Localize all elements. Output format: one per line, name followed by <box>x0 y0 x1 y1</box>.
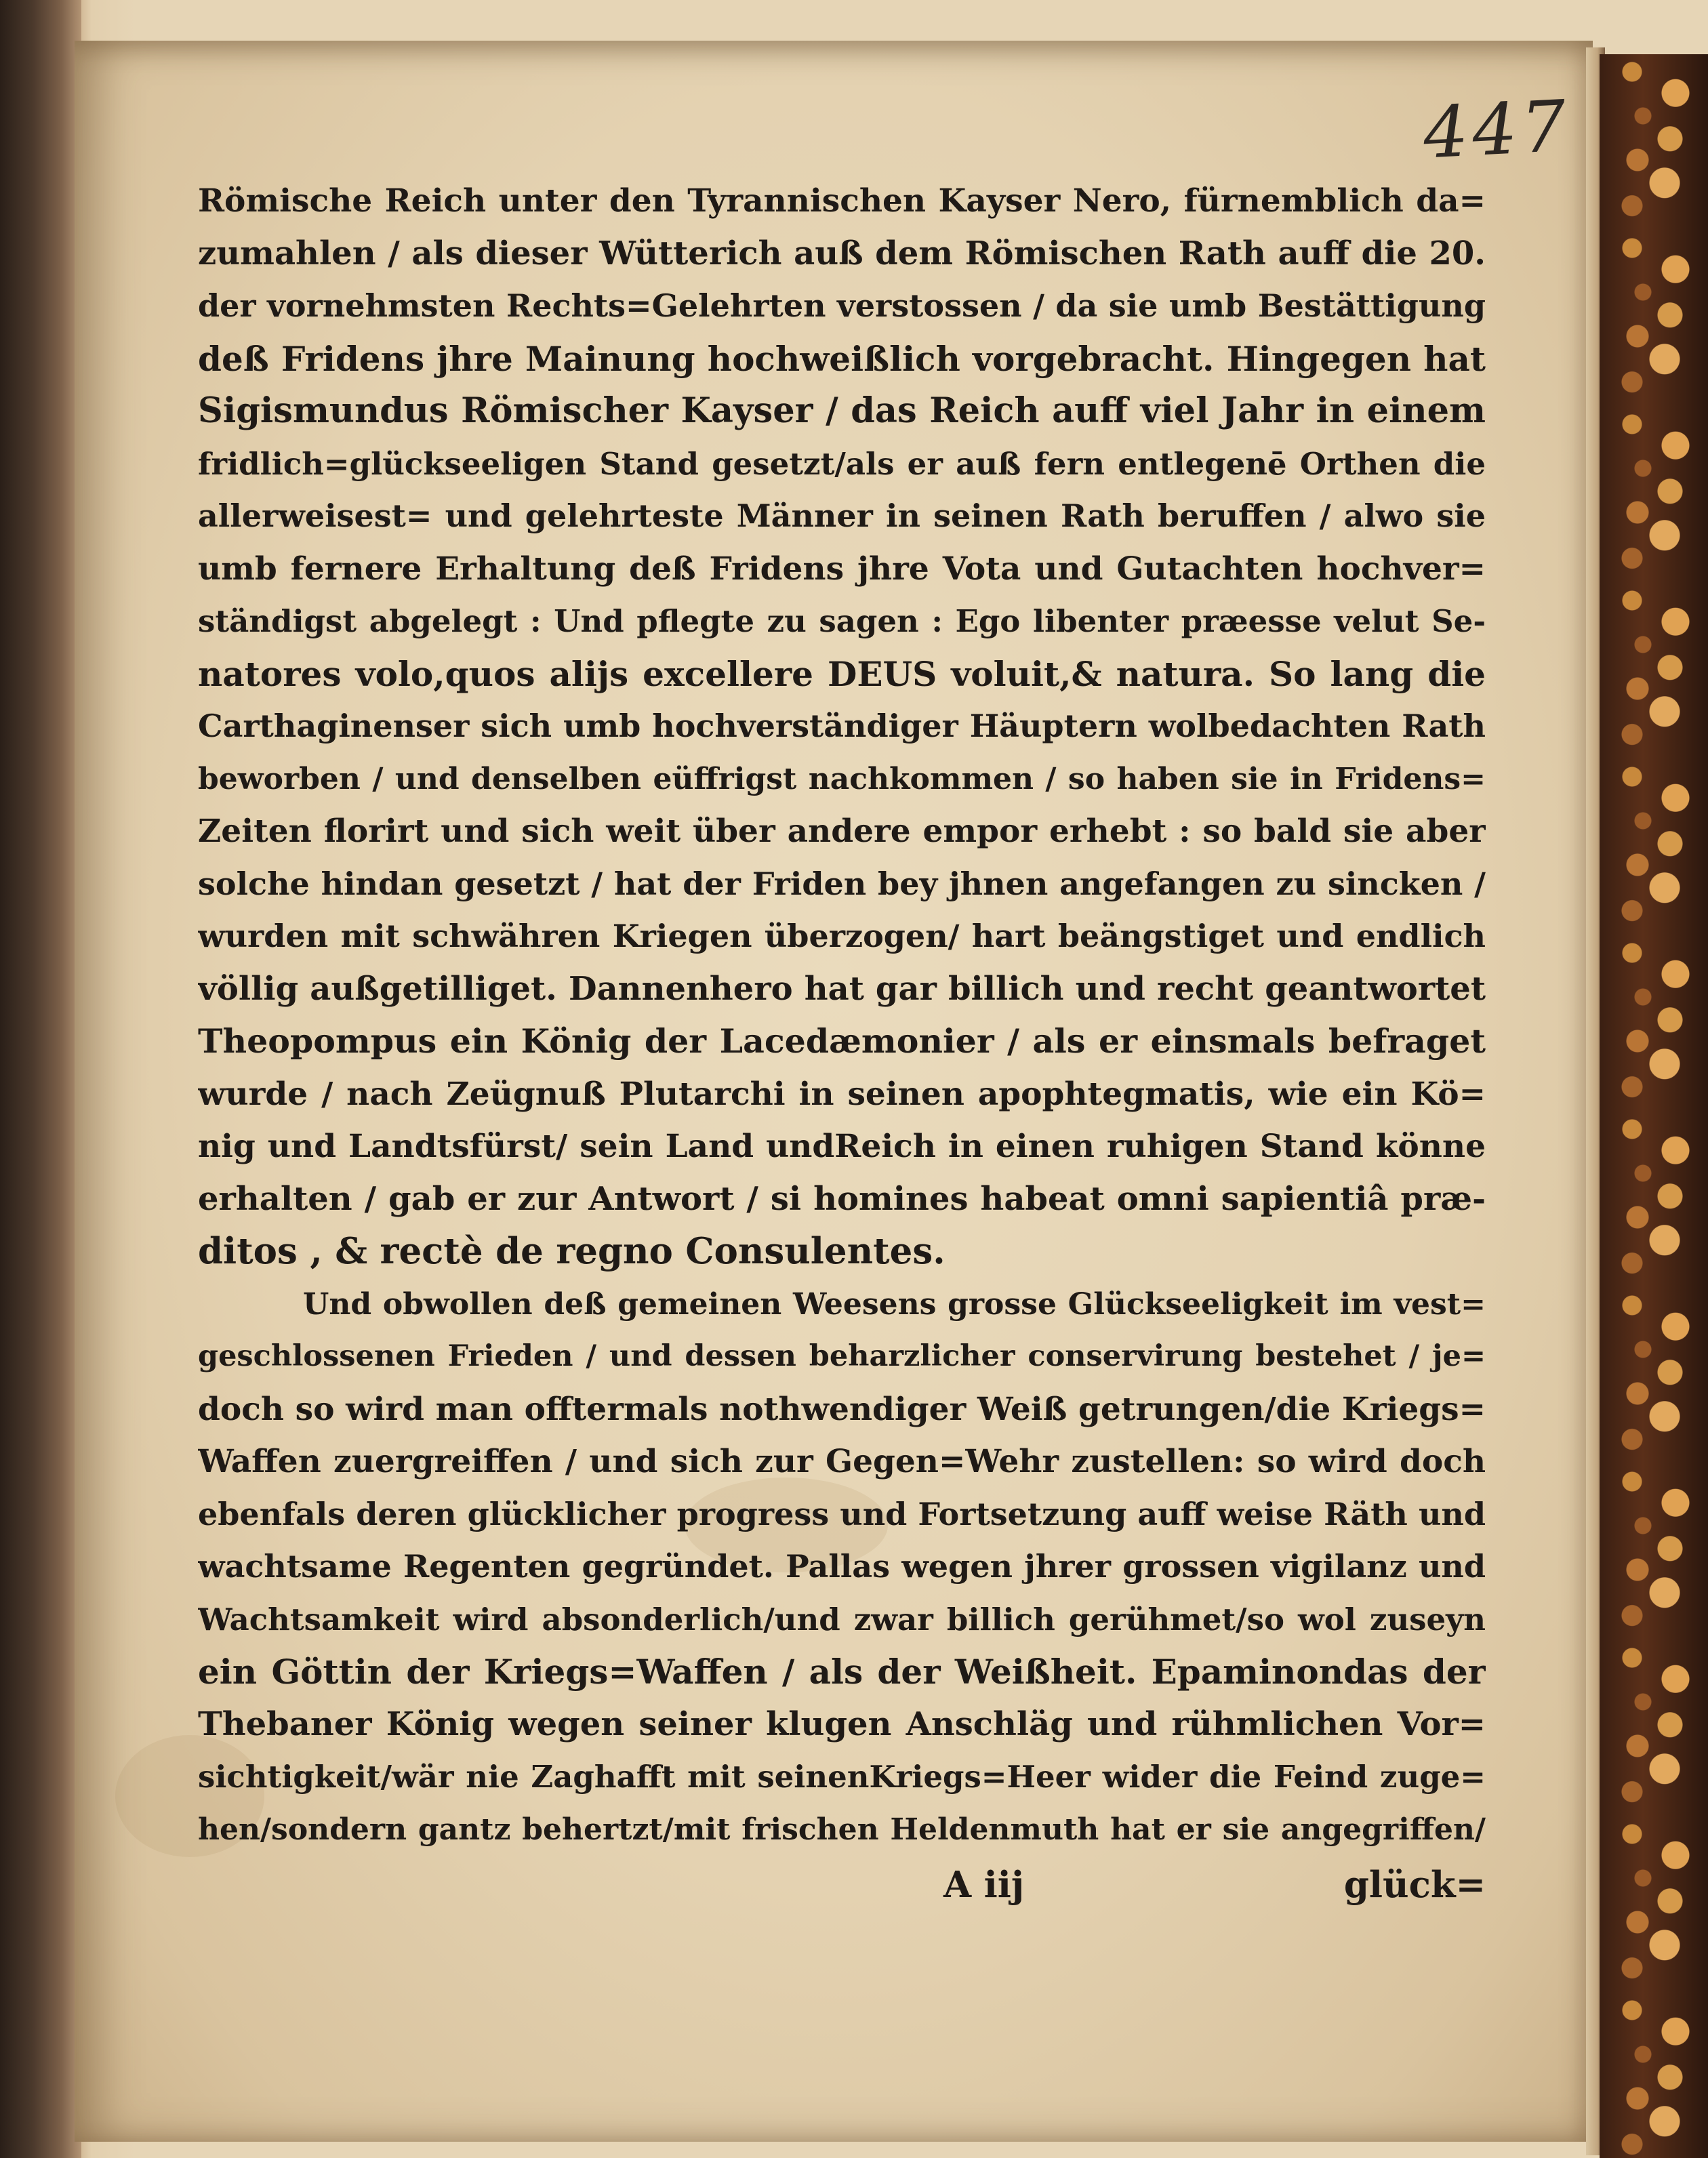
text-line: Waffen zuergreiffen / und sich zur Gegen=Wehr zustellen: so wird doch <box>198 1443 1486 1480</box>
text-line: zumahlen / als dieser Wütterich auß dem Römischen Rath auff die 20. <box>198 234 1486 272</box>
text-line: Thebaner König wegen seiner klugen Anschläg und rühmlichen Vor= <box>198 1705 1486 1743</box>
text-line: fridlich=glückseeligen Stand gesetzt/als er auß fern entlegenē Orthen die <box>198 445 1486 482</box>
text-line: wachtsame Regenten gegründet. Pallas wegen jhrer grossen vigilanz und <box>198 1548 1486 1585</box>
text-line: hen/sondern gantz behertzt/mit frischen Heldenmuth hat er sie angegriffen/ <box>198 1812 1486 1847</box>
text-line: Theopompus ein König der Lacedæmonier / als er einsmals befraget <box>198 1021 1486 1061</box>
text-line: wurden mit schwähren Kriegen überzogen/ hart beängstiget und endlich <box>198 918 1486 954</box>
folio-number: 447 <box>1421 84 1572 175</box>
text-line: nig und Landtsfürst/ sein Land undReich in einen ruhigen Stand könne <box>198 1128 1486 1165</box>
text-line: Carthaginenser sich umb hochverständiger Häuptern wolbedachten Rath <box>198 708 1486 744</box>
text-line: ein Göttin der Kriegs=Waffen / als der Weißheit. Epaminondas der <box>198 1652 1486 1692</box>
paragraph-first-line: Und obwollen deß gemeinen Weesens grosse Glückseeligkeit im vest= <box>303 1286 1486 1322</box>
text-line: beworben / und denselben eüffrigst nachkommen / so haben sie in Fridens= <box>198 761 1486 796</box>
text-line: umb fernere Erhaltung deß Fridens jhre Vota und Gutachten hochver= <box>198 550 1486 588</box>
text-line: völlig außgetilliget. Dannenhero hat gar billich und recht geantwortet <box>198 969 1486 1008</box>
text-line: der vornehmsten Rechts=Gelehrten verstossen / da sie umb Bestättigung <box>198 287 1486 324</box>
text-line: Zeiten florirt und sich weit über andere empor erhebt : so bald sie aber <box>198 813 1486 850</box>
signature-mark: A iij <box>943 1864 1025 1906</box>
text-line: doch so wird man offtermals nothwendiger Weiß getrungen/die Kriegs= <box>198 1390 1486 1428</box>
text-line: erhalten / gab er zur Antwort / si homines habeat omni sapientiâ præ- <box>198 1179 1486 1218</box>
text-line: ständigst abgelegt : Und pflegte zu sagen : Ego libenter præesse velut Se- <box>198 603 1486 639</box>
page-footer <box>198 1864 1486 1918</box>
text-line: solche hindan gesetzt / hat der Friden bey jhnen angefangen zu sincken / <box>198 865 1486 902</box>
page-text <box>198 175 1486 1856</box>
text-line: Sigismundus Römischer Kayser / das Reich auff viel Jahr in einem <box>198 390 1486 431</box>
text-line: ditos , & rectè de regno Consulentes. <box>198 1230 946 1272</box>
text-line: deß Fridens jhre Mainung hochweißlich vorgebracht. Hingegen hat <box>198 338 1486 379</box>
text-line: geschlossenen Frieden / und dessen beharzlicher conservirung bestehet / je= <box>198 1339 1486 1373</box>
text-line: allerweisest= und gelehrteste Männer in seinen Rath beruffen / alwo sie <box>198 497 1486 534</box>
text-line: natores volo,quos alijs excellere DEUS voluit,& natura. So lang die <box>198 653 1486 694</box>
catchword: glück= <box>1343 1864 1486 1906</box>
marbled-cover-edge <box>1600 54 1708 2158</box>
text-line: sichtigkeit/wär nie Zaghafft mit seinenKriegs=Heer wider die Feind zuge= <box>198 1759 1486 1795</box>
left-page-gutter <box>0 0 81 2158</box>
text-line: Römische Reich unter den Tyrannischen Kayser Nero, fürnemblich da= <box>198 182 1486 220</box>
text-line: ebenfals deren glücklicher progress und Fortsetzung auff weise Räth und <box>198 1495 1486 1532</box>
text-line: wurde / nach Zeügnuß Plutarchi in seinen apophtegmatis, wie ein Kö= <box>198 1075 1486 1113</box>
text-line: Wachtsamkeit wird absonderlich/und zwar billich gerühmet/so wol zuseyn <box>198 1601 1486 1637</box>
